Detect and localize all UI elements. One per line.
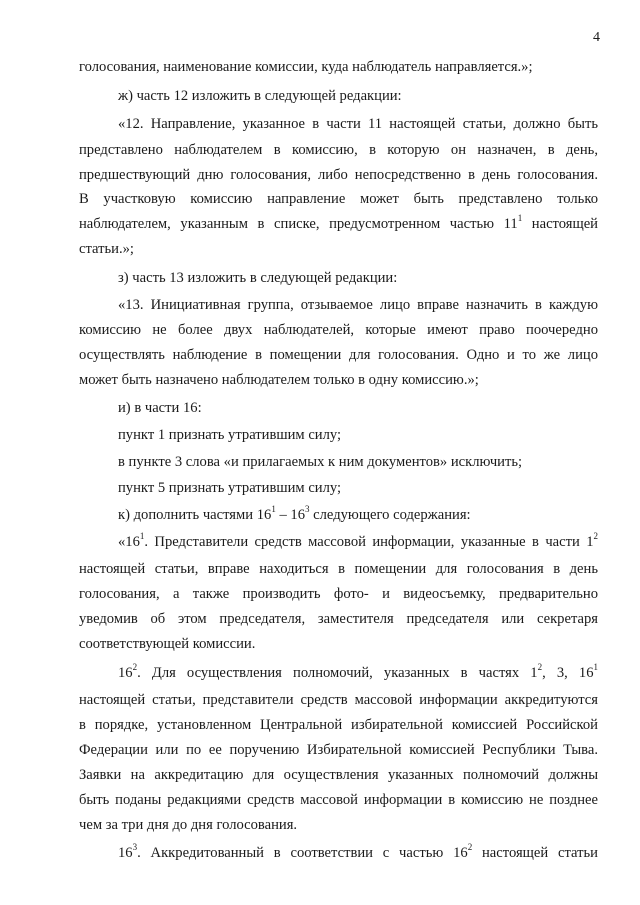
- text-line: [118, 505, 598, 525]
- line-seg: «16: [118, 534, 140, 550]
- text-line: представлено наблюдателем в комиссию, в которую он назначен, в день,: [79, 142, 598, 158]
- superscript: 2: [593, 532, 598, 542]
- page-number: 4: [593, 30, 600, 45]
- superscript: 2: [467, 843, 473, 853]
- text-line: предшествующий дню голосования, либо непосредственно в день голосования.: [79, 167, 598, 183]
- text-line: «13. Инициативная группа, отзываемое лицо вправе назначить в каждую: [118, 297, 598, 313]
- text-line: статьи.»;: [79, 241, 134, 257]
- text-line: уведомив об этом председателя, заместителя председателя или секретаря: [79, 611, 598, 627]
- text-line: пункт 5 признать утратившим силу;: [118, 480, 342, 496]
- text-line: [118, 532, 598, 552]
- text-line: может быть назначено наблюдателем только в одну комиссию.»;: [79, 372, 479, 388]
- text-line: в пункте 3 слова «и прилагаемых к ним документов» исключить;: [118, 454, 523, 470]
- superscript: 1: [517, 214, 523, 224]
- superscript: 1: [271, 504, 276, 515]
- superscript: 3: [132, 843, 138, 853]
- line-seg: – 16: [275, 507, 305, 523]
- text-line: в порядке, установленном Центральной избирательной комиссией Российской: [79, 717, 598, 733]
- text-line: голосования, а также производить фото- и видеосъемку, предварительно: [79, 586, 598, 602]
- superscript: 3: [305, 504, 310, 515]
- superscript: 2: [132, 663, 138, 673]
- text-line: Заявки на аккредитацию для осуществления указанных полномочий должны: [79, 767, 598, 783]
- line-seg: следующего содержания:: [309, 507, 471, 523]
- text-line: голосования, наименование комиссии, куда наблюдатель направляется.»;: [79, 59, 533, 75]
- line-seg: . Для осуществления полномочий, указанных в частях 1: [137, 665, 538, 681]
- text-line: «12. Направление, указанное в части 11 настоящей статьи, должно быть: [118, 116, 598, 132]
- line-seg: к) дополнить частями 16: [118, 507, 272, 523]
- text-line: [118, 663, 598, 683]
- text-line: быть поданы редакциями средств массовой информации в комиссию не позднее: [79, 792, 598, 808]
- text-line: чем за три дня до дня голосования.: [79, 817, 298, 833]
- text-line: В участковую комиссию направление может быть представлено только: [79, 191, 598, 207]
- line-seg: . Аккредитованный в соответствии с частью 16: [137, 845, 468, 861]
- superscript: 1: [139, 532, 145, 542]
- text-line: настоящей статьи, представители средств массовой информации аккредитуются: [79, 692, 598, 708]
- line-seg: . Представители средств массовой информации, указанные в части 1: [144, 534, 594, 550]
- superscript: 1: [593, 663, 598, 673]
- text-line: комиссию не более двух наблюдателей, которые имеют право поочередно: [79, 322, 598, 338]
- line-seg: настоящей: [522, 216, 598, 232]
- superscript: 2: [537, 663, 543, 673]
- text-line: соответствующей комиссии.: [79, 636, 256, 652]
- line-seg: наблюдателем, указанным в списке, предусмотренном частью 11: [79, 216, 518, 232]
- line-seg: , 3, 16: [542, 665, 594, 681]
- text-line: пункт 1 признать утратившим силу;: [118, 427, 342, 443]
- line-seg: настоящей статьи: [472, 845, 598, 861]
- line-seg: 16: [118, 845, 133, 861]
- text-line: [118, 843, 598, 863]
- text-line: з) часть 13 изложить в следующей редакции:: [118, 270, 398, 286]
- text-line: и) в части 16:: [118, 400, 202, 416]
- text-line: настоящей статьи, вправе находиться в помещении для голосования в день: [79, 561, 598, 577]
- text-line: [79, 214, 598, 234]
- text-line: ж) часть 12 изложить в следующей редакции:: [118, 88, 402, 104]
- text-line: осуществлять наблюдение в помещении для голосования. Одно и то же лицо: [79, 347, 598, 363]
- text-line: Федерации или по ее поручению Избирательной комиссией Республики Тыва.: [79, 742, 598, 758]
- line-seg: 16: [118, 665, 133, 681]
